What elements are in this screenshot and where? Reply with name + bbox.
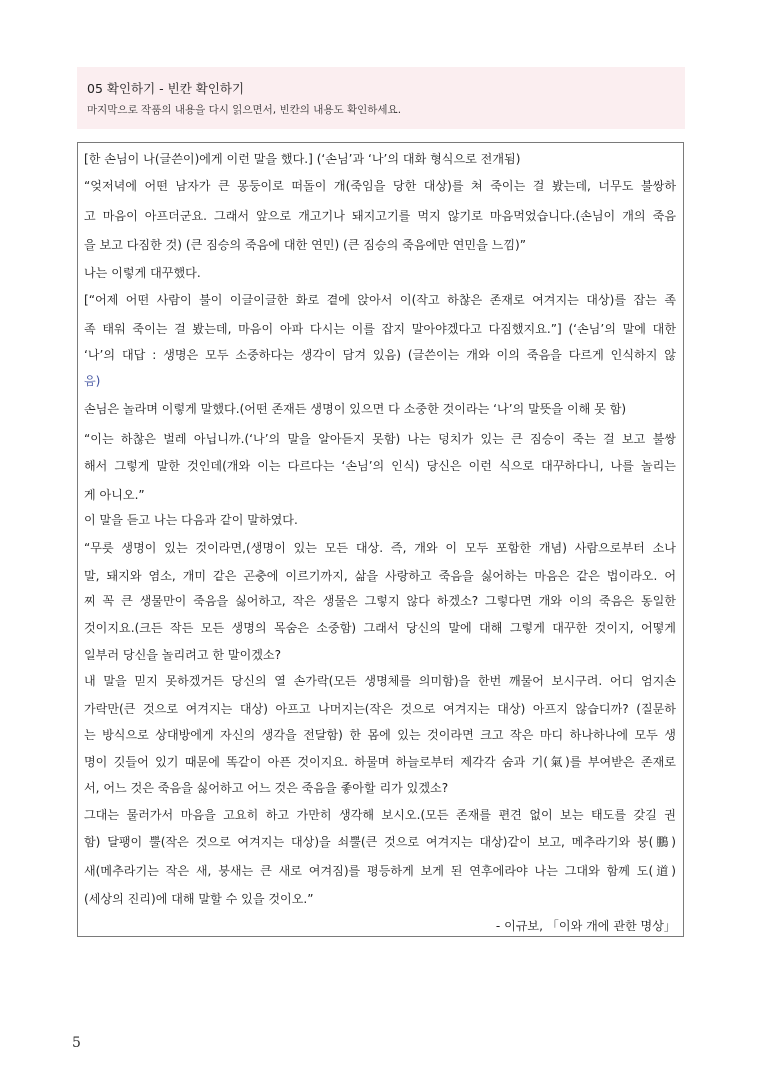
passage-line: 함) 달팽이 뿔(작은 것으로 여겨지는 대상)을 쇠뿔(큰 것으로 여겨지는 대상)같이 보고, 메추라기와 붕(鵬): [84, 835, 676, 849]
passage-line: [“어제 어떤 사람이 불이 이글이글한 화로 곁에 앉아서 이(작고 하찮은 존재로 여겨지는 대상)를 잡는 족: [84, 293, 676, 307]
passage-line: ‘나’의 대답 : 생명은 모두 소중하다는 생각이 담겨 있음) (글쓴이는 개와 이의 죽음을 다르게 인식하지 않: [84, 348, 676, 362]
passage-line: 것이지요.(크든 작든 모든 생명의 목숨은 소중함) 그래서 당신의 말에 대해 그렇게 대꾸한 것이지, 어떻게: [84, 621, 676, 635]
passage-line: “무릇 생명이 있는 것이라면,(생명이 있는 모든 대상. 즉, 개와 이 모두 포함한 개념) 사람으로부터 소나: [84, 541, 676, 555]
passage-line: 해서 그렇게 말한 것인데(개와 이는 다르다는 ‘손님’의 인식) 당신은 이런 식으로 대꾸하다니, 나를 놀리는: [84, 459, 676, 473]
passage-line: 명이 깃들어 있기 때문에 똑같이 아픈 것이지요. 하물며 하늘로부터 제각각 숨과 기(氣)를 부여받은 존재로: [84, 755, 676, 769]
passage-line: (세상의 진리)에 대해 말할 수 있을 것이오.”: [84, 892, 314, 906]
passage-line: 그대는 물러가서 마음을 고요히 하고 가만히 생각해 보시오.(모든 존재를 편견 없이 보는 태도를 갖길 권: [84, 808, 676, 822]
passage-line: [84, 149, 520, 169]
passage-line: 찌 꼭 큰 생물만이 죽음을 싫어하고, 작은 생물은 그렇지 않다 하겠소? 그렇다면 개와 이의 죽음은 동일한: [84, 594, 676, 608]
passage-line: 음): [84, 374, 101, 388]
passage-line: 서, 어느 것은 죽음을 싫어하고 어느 것은 죽음을 좋아할 리가 있겠소?: [84, 781, 449, 795]
passage-line: 일부러 당신을 놀리려고 한 말이겠소?: [84, 648, 282, 662]
passage-line: 말, 돼지와 염소, 개미 같은 곤충에 이르기까지, 삶을 사랑하고 죽음을 싫어하는 마음은 같은 법이라오. 어: [84, 569, 676, 583]
passage-line: 족 태워 죽이는 걸 봤는데, 마음이 아파 다시는 이를 잡지 말아야겠다고 다짐했지요.”] (‘손님’의 말에 대한: [84, 322, 676, 336]
line-0: [한 손님이 나(글쓴이)에게 이런 말을 했다.] (‘손님’과 ‘나’의 대화 형식으로 전개됨): [84, 152, 521, 166]
passage-line: 을 보고 다짐한 것) (큰 짐승의 죽음에 대한 연민) (큰 짐승의 죽음에만 연민을 느낌)”: [84, 238, 526, 252]
passage-line: “이는 하찮은 벌레 아닙니까.(‘나’의 말을 알아듣지 못함) 나는 덩치가 있는 큰 짐승이 죽는 걸 보고 불쌍: [84, 432, 676, 446]
section-instruction: 마지막으로 작품의 내용을 다시 읽으면서, 빈칸의 내용도 확인하세요.: [87, 104, 402, 116]
passage-line: 나는 이렇게 대꾸했다.: [84, 266, 201, 280]
passage-line: “엊저녁에 어떤 남자가 큰 몽둥이로 떠돌이 개(죽임을 당한 대상)를 쳐 죽이는 걸 봤는데, 너무도 불쌍하: [84, 179, 676, 193]
passage-line: 이 말을 듣고 나는 다음과 같이 말하였다.: [84, 513, 298, 527]
passage-line: 가락만(큰 것으로 여겨지는 대상) 아프고 나머지는(작은 것으로 여겨지는 대상) 아프지 않습디까? (질문하: [84, 702, 676, 716]
passage-line: 고 마음이 아프더군요. 그래서 앞으로 개고기나 돼지고기를 먹지 않기로 마음먹었습니다.(손님이 개의 죽음: [84, 209, 676, 223]
passage-line: 게 아니오.”: [84, 488, 145, 502]
passage-line: 새(메추라기는 작은 새, 붕새는 큰 새로 여겨짐)를 평등하게 보게 된 연후에라야 나는 그대와 함께 도(道): [84, 864, 676, 878]
section-title: 05 확인하기 - 빈칸 확인하기: [87, 81, 245, 96]
passage-line: 내 말을 믿지 못하겠거든 당신의 열 손가락(모든 생명체를 의미함)을 한번 깨물어 보시구려. 어디 엄지손: [84, 674, 676, 688]
passage-line: 손님은 놀라며 이렇게 말했다.(어떤 존재든 생명이 있으면 다 소중한 것이라는 ‘나’의 말뜻을 이해 못 함): [84, 402, 627, 416]
source-citation: - 이규보, 「이와 개에 관한 명상」: [495, 919, 676, 933]
section-header: [77, 67, 685, 129]
page-number: 5: [72, 1035, 81, 1051]
passage-line: 는 방식으로 상대방에게 자신의 생각을 전달함) 한 몸에 있는 것이라면 크고 작은 마디 하나하나에 모두 생: [84, 728, 676, 742]
